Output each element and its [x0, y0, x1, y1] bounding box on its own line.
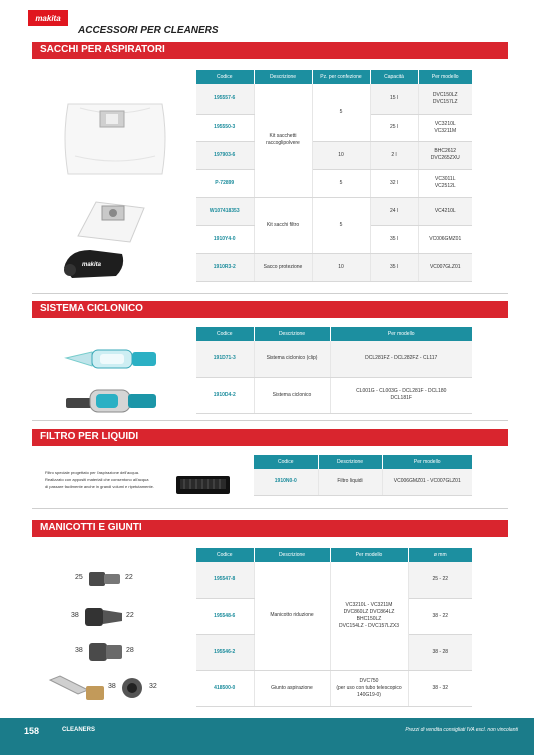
table-row	[196, 562, 472, 598]
section-title-sacchi: SACCHI PER ASPIRATORI	[32, 42, 508, 58]
reducer-sleeve-icon	[88, 641, 124, 663]
pieces: 5	[312, 84, 370, 141]
model: DVC750 (per uso con tubo telescopico 140G19-0)	[330, 670, 408, 706]
model: VC3210L VC3211M	[418, 114, 472, 141]
diameter: 25 - 22	[408, 562, 472, 598]
table-row	[196, 169, 472, 197]
description: Manicotto riduzione	[254, 562, 330, 670]
capacity: 2 l	[370, 141, 418, 169]
reducer-sleeve-icon	[88, 570, 122, 588]
filter-note: Filtro speciale progettato per l'aspirazione dell'acqua. Realizzato con appositi materiali che consentono all'acqua di passare facilmente anche in grandi volumi e ripetutamente.	[45, 470, 154, 489]
liquid-filter-icon	[172, 470, 236, 500]
pieces: 10	[312, 253, 370, 281]
product-code: W107418353	[196, 197, 254, 225]
table-row	[196, 670, 472, 706]
pieces: 10	[312, 141, 370, 169]
model: VC007GLZ01	[418, 253, 472, 281]
dust-bag-icon	[60, 96, 170, 181]
product-code: 1910D4-2	[196, 377, 254, 413]
separator	[32, 508, 508, 509]
capacity: 35 l	[370, 253, 418, 281]
filter-bag-icon	[72, 196, 152, 246]
col-header: Codice	[196, 548, 254, 562]
col-header: Codice	[196, 327, 254, 341]
col-header: Descrizione	[318, 455, 382, 469]
reducer-sleeve-25-22: 25 22	[60, 568, 200, 590]
table-row	[196, 253, 472, 281]
model: BHC2612 DVC265ZXU	[418, 141, 472, 169]
model: VC3011L VC2512L	[418, 169, 472, 197]
footer-disclaimer: Prezzi di vendita consigliati IVA escl. non vincolanti	[405, 727, 518, 733]
capacity: 35 l	[370, 225, 418, 253]
cyclone-clip-icon	[62, 344, 162, 374]
model: VC006GMZ01 - VC007GLZ01	[382, 469, 472, 495]
section-underline	[32, 317, 508, 318]
product-code: 197903-6	[196, 141, 254, 169]
description: Filtro liquidi	[318, 469, 382, 495]
description: Kit sacchi filtro	[254, 197, 312, 253]
diameter: 38 - 22	[408, 598, 472, 634]
description: Sacco protezione	[254, 253, 312, 281]
col-header: Codice	[196, 70, 254, 84]
col-header: Per modello	[330, 327, 472, 341]
table-row	[254, 469, 472, 495]
pieces: 5	[312, 197, 370, 253]
section-title-ciclonico: SISTEMA CICLONICO	[32, 301, 508, 317]
page-footer	[0, 718, 534, 755]
description: Sistema ciclonico (clip)	[254, 341, 330, 377]
svg-text:makita: makita	[82, 262, 102, 268]
capacity: 15 l	[370, 84, 418, 114]
description: Giunto aspirazione	[254, 670, 330, 706]
capacity: 25 l	[370, 114, 418, 141]
product-code: 418500-0	[196, 670, 254, 706]
col-header: Codice	[254, 455, 318, 469]
product-code: 195557-6	[196, 84, 254, 114]
manicotti-table	[196, 548, 472, 707]
col-header: Descrizione	[254, 548, 330, 562]
model: VC3210L - VC3211M DVC860LZ DVC864LZ BHC150LZ DVC154LZ - DVC157LZX3	[330, 562, 408, 670]
diameter: 38 - 28	[408, 634, 472, 670]
section-underline	[32, 58, 508, 59]
col-header: Descrizione	[254, 327, 330, 341]
table-row	[196, 84, 472, 114]
model: VC006GMZ01	[418, 225, 472, 253]
table-row	[196, 141, 472, 169]
reducer-sleeve-icon	[120, 676, 146, 700]
col-header: Descrizione	[254, 70, 312, 84]
footer-category: CLEANERS	[62, 727, 96, 733]
table-row	[196, 341, 472, 377]
suction-joint-38-32: 38 32	[48, 672, 198, 704]
reducer-sleeve-icon	[84, 606, 124, 628]
makita-logo: makita	[28, 10, 68, 26]
section-title-manicotti: MANICOTTI E GIUNTI	[32, 520, 508, 536]
col-header: Capacità	[370, 70, 418, 84]
capacity: 24 l	[370, 197, 418, 225]
product-code: 1910R3-2	[196, 253, 254, 281]
col-header: Pz. per confezione	[312, 70, 370, 84]
product-code: 195548-6	[196, 598, 254, 634]
cyclone-icon	[62, 384, 162, 416]
table-row	[196, 197, 472, 225]
product-code: P-72899	[196, 169, 254, 197]
capacity: 32 l	[370, 169, 418, 197]
product-code: 195550-3	[196, 114, 254, 141]
model: CL001G - CL003G - DCL281F - DCL180 DCL181F	[330, 377, 472, 413]
ciclonico-table	[196, 327, 472, 414]
pieces: 5	[312, 169, 370, 197]
product-code: 195546-2	[196, 634, 254, 670]
col-header: ø mm	[408, 548, 472, 562]
reducer-sleeve-38-28: 38 28	[60, 640, 200, 664]
col-header: Per modello	[382, 455, 472, 469]
separator	[32, 293, 508, 294]
product-code: 195547-8	[196, 562, 254, 598]
separator	[32, 420, 508, 421]
section-underline	[32, 536, 508, 537]
model: DVC150LZ DVC157LZ	[418, 84, 472, 114]
product-code: 1910N0-0	[254, 469, 318, 495]
protection-bag-icon	[60, 244, 128, 282]
page-title: ACCESSORI PER CLEANERS	[78, 25, 219, 36]
col-header: Per modello	[418, 70, 472, 84]
reducer-sleeve-38-22: 38 22	[60, 605, 200, 629]
product-code: 1910Y4-0	[196, 225, 254, 253]
description: Kit sacchetti raccoglipolvere	[254, 84, 312, 197]
table-row	[196, 377, 472, 413]
product-code: 191D71-3	[196, 341, 254, 377]
diameter: 38 - 32	[408, 670, 472, 706]
section-title-filtro: FILTRO PER LIQUIDI	[32, 429, 508, 445]
model: VC4210L	[418, 197, 472, 225]
section-underline	[32, 445, 508, 446]
suction-joint-icon	[48, 674, 106, 702]
model: DCL281FZ - DCL282FZ - CL117	[330, 341, 472, 377]
sacchi-table	[196, 70, 472, 282]
col-header: Per modello	[330, 548, 408, 562]
description: Sistema ciclonico	[254, 377, 330, 413]
page-number: 158	[24, 726, 40, 736]
filtro-table	[254, 455, 472, 496]
